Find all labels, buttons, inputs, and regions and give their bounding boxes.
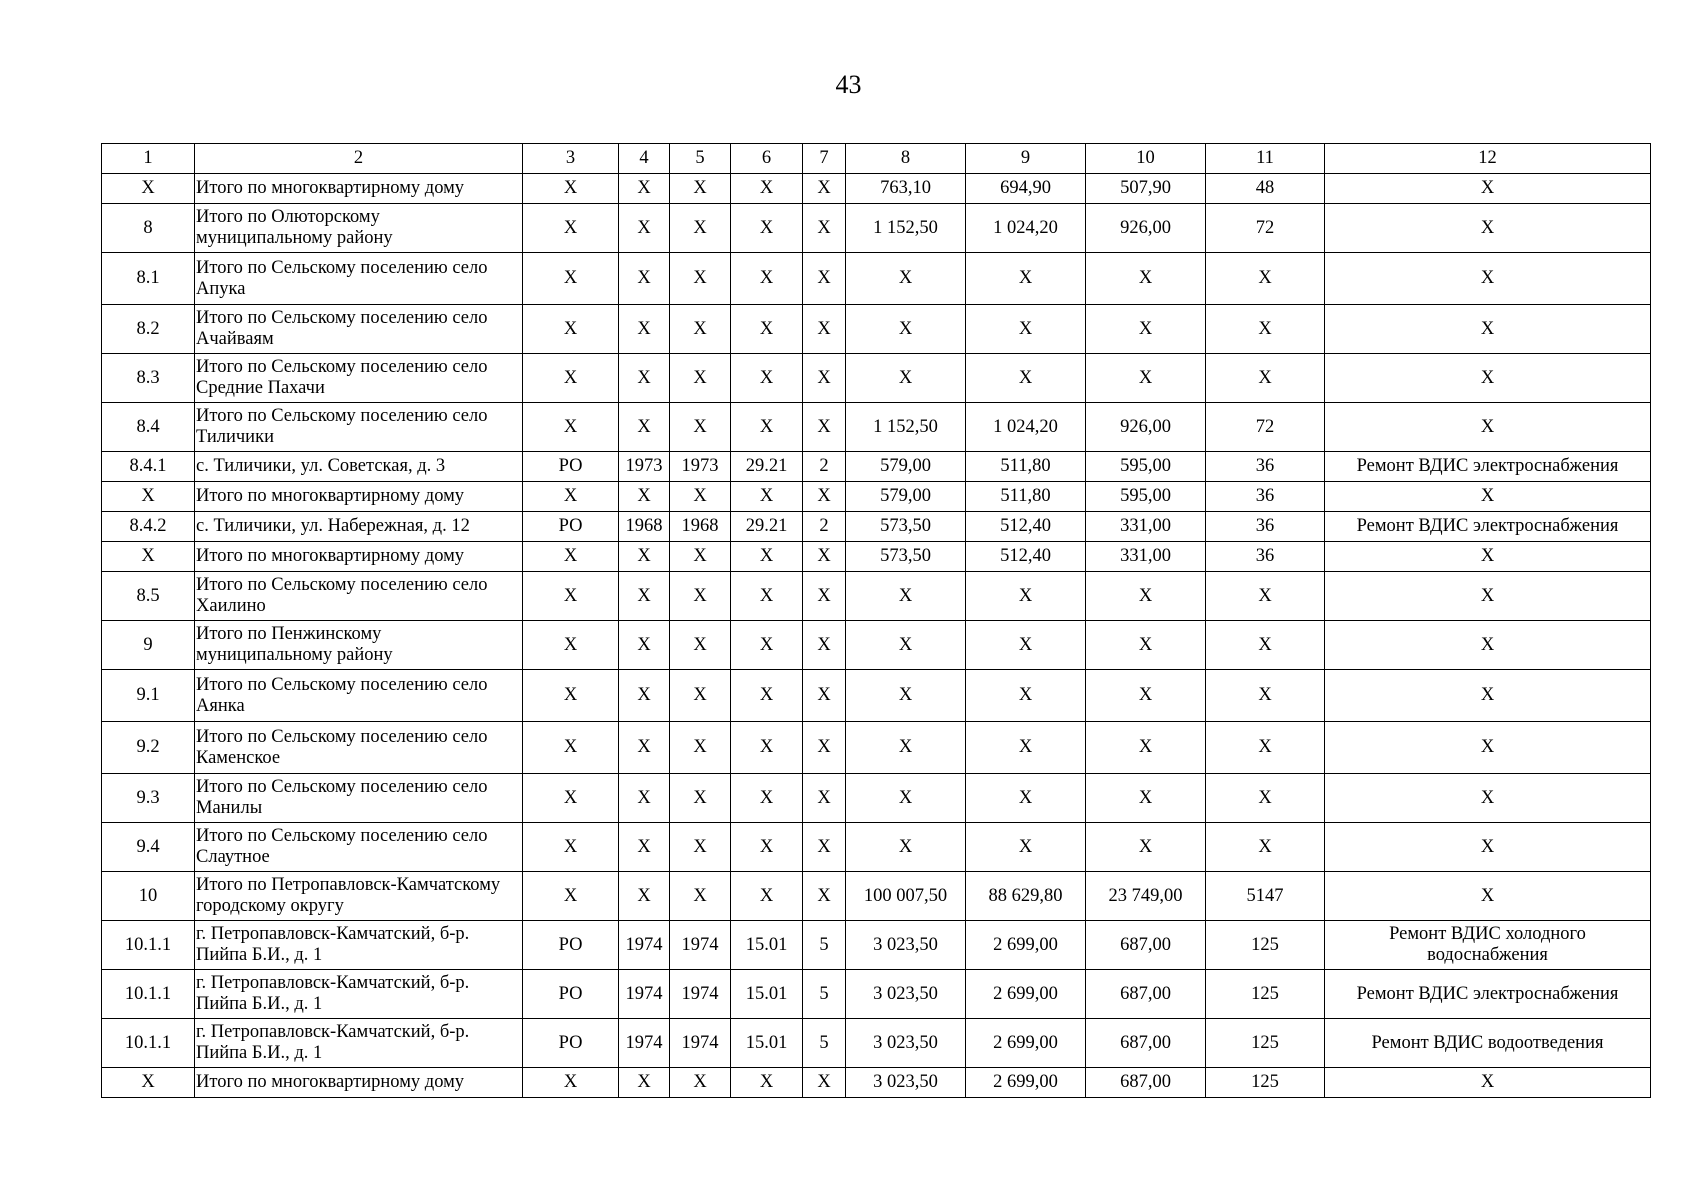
table-cell: X [803,482,846,512]
table-cell: X [846,823,966,872]
table-cell: 1 024,20 [966,403,1086,452]
table-body [102,174,1651,1098]
table-cell: 926,00 [1086,204,1206,253]
table-cell: 8.4 [102,403,195,452]
table-row [102,174,1651,204]
table-cell: Итого по многоквартирному дому [195,482,523,512]
table-cell: X [1325,204,1651,253]
table-cell: X [1325,621,1651,670]
column-header: 8 [846,144,966,174]
table-cell: 72 [1206,403,1325,452]
table-cell: 694,90 [966,174,1086,204]
table-cell: 10.1.1 [102,1019,195,1068]
table-cell: X [731,403,803,452]
table-cell: 125 [1206,970,1325,1019]
table-cell: 1974 [619,970,670,1019]
table-cell: Ремонт ВДИС электроснабжения [1325,512,1651,542]
table-cell: 29.21 [731,512,803,542]
table-cell: г. Петропавловск-Камчатский, б-р. Пийпа Б.И., д. 1 [195,970,523,1019]
table-cell: X [523,823,619,872]
table-cell: 331,00 [1086,542,1206,572]
table-cell: 23 749,00 [1086,872,1206,921]
table-cell: X [619,542,670,572]
table-cell: X [966,621,1086,670]
table-cell: 687,00 [1086,1019,1206,1068]
table-cell: 511,80 [966,452,1086,482]
table-cell: 1973 [670,452,731,482]
table-cell: X [846,722,966,774]
table-cell: X [523,253,619,305]
table-cell: X [803,572,846,621]
table-cell: X [670,542,731,572]
table-cell: 1974 [670,1019,731,1068]
table-cell: 512,40 [966,512,1086,542]
table-cell: X [619,253,670,305]
table-cell: X [803,174,846,204]
table-cell: X [1086,670,1206,722]
table-cell: 15.01 [731,1019,803,1068]
table-cell: X [670,305,731,354]
table-cell: Ремонт ВДИС холодного водоснабжения [1325,921,1651,970]
table-cell: X [803,253,846,305]
table-cell: X [1325,774,1651,823]
table-row [102,921,1651,970]
table-cell: 507,90 [1086,174,1206,204]
table-cell: X [523,621,619,670]
column-header: 12 [1325,144,1651,174]
table-cell: X [731,572,803,621]
table-cell: 9.1 [102,670,195,722]
table-cell: X [846,253,966,305]
table-row [102,670,1651,722]
table-cell: 5 [803,921,846,970]
table-cell: X [731,354,803,403]
table-cell: 595,00 [1086,482,1206,512]
table-cell: X [523,305,619,354]
table-cell: X [619,823,670,872]
table-cell: X [619,1068,670,1098]
table-cell: X [1206,572,1325,621]
table-cell: X [803,354,846,403]
table-cell: Итого по многоквартирному дому [195,1068,523,1098]
table-cell: X [803,403,846,452]
table-cell: 9 [102,621,195,670]
table-cell: X [523,354,619,403]
table-cell: 1968 [670,512,731,542]
table-cell: 5 [803,970,846,1019]
table-cell: X [1325,354,1651,403]
table-cell: X [731,482,803,512]
table-cell: 1973 [619,452,670,482]
table-cell: 48 [1206,174,1325,204]
table-cell: 687,00 [1086,970,1206,1019]
table-row [102,482,1651,512]
table-cell: 687,00 [1086,921,1206,970]
table-cell: X [619,482,670,512]
table-cell: X [1325,722,1651,774]
table-cell: 100 007,50 [846,872,966,921]
table-cell: X [523,174,619,204]
table-cell: Итого по Сельскому поселению село Апука [195,253,523,305]
table-cell: X [670,354,731,403]
table-cell: X [1325,670,1651,722]
table-cell: 1974 [619,921,670,970]
table-cell: 1974 [670,921,731,970]
table-cell: X [1206,823,1325,872]
table-cell: X [1206,253,1325,305]
table-cell: 10.1.1 [102,921,195,970]
table-cell: X [523,872,619,921]
table-cell: г. Петропавловск-Камчатский, б-р. Пийпа Б.И., д. 1 [195,1019,523,1068]
table-cell: 36 [1206,452,1325,482]
table-cell: X [619,403,670,452]
table-row [102,572,1651,621]
table-row [102,872,1651,921]
table-cell: Итого по Сельскому поселению село Манилы [195,774,523,823]
table-cell: 579,00 [846,482,966,512]
table-cell: X [670,872,731,921]
table-cell: X [670,774,731,823]
table-cell: X [619,872,670,921]
table-cell: X [1325,174,1651,204]
table-cell: 3 023,50 [846,921,966,970]
table-cell: 10.1.1 [102,970,195,1019]
table-cell: 9.4 [102,823,195,872]
table-cell: X [619,305,670,354]
table-cell: 8.3 [102,354,195,403]
table-cell: 3 023,50 [846,970,966,1019]
table-row [102,403,1651,452]
table-cell: X [1086,305,1206,354]
table-cell: X [1325,403,1651,452]
table-row [102,354,1651,403]
table-cell: 36 [1206,482,1325,512]
table-cell: X [1206,621,1325,670]
table-cell: X [1206,670,1325,722]
table-cell: 512,40 [966,542,1086,572]
table-row [102,1068,1651,1098]
table-cell: 8 [102,204,195,253]
table-cell: 36 [1206,542,1325,572]
table-cell: Итого по Сельскому поселению село Ачайваям [195,305,523,354]
table-cell: X [731,670,803,722]
table-cell: X [846,572,966,621]
table-cell: 3 023,50 [846,1068,966,1098]
table-cell: Итого по Сельскому поселению село Каменское [195,722,523,774]
column-header: 2 [195,144,523,174]
table-cell: 8.1 [102,253,195,305]
table-cell: 1974 [670,970,731,1019]
table-cell: Итого по Пенжинскому муниципальному району [195,621,523,670]
table-row [102,621,1651,670]
table-cell: 2 699,00 [966,921,1086,970]
table-cell: Итого по Сельскому поселению село Хаилино [195,572,523,621]
table-cell: X [523,542,619,572]
table-cell: 595,00 [1086,452,1206,482]
table-cell: X [523,670,619,722]
table-cell: X [670,253,731,305]
table-cell: Итого по Сельскому поселению село Тиличики [195,403,523,452]
column-header: 5 [670,144,731,174]
table-cell: X [523,774,619,823]
table-cell: Итого по Сельскому поселению село Слаутное [195,823,523,872]
table-cell: X [1086,572,1206,621]
table-cell: X [670,621,731,670]
table-cell: г. Петропавловск-Камчатский, б-р. Пийпа Б.И., д. 1 [195,921,523,970]
table-cell: 125 [1206,1019,1325,1068]
table-header-row [102,144,1651,174]
table-row [102,823,1651,872]
table-cell: X [619,354,670,403]
table-cell: 8.4.2 [102,512,195,542]
table-cell: 573,50 [846,512,966,542]
table-row [102,970,1651,1019]
table-cell: X [803,823,846,872]
table-cell: X [731,823,803,872]
table-cell: X [619,670,670,722]
table-cell: X [102,1068,195,1098]
table-cell: X [803,670,846,722]
table-cell: 2 699,00 [966,1068,1086,1098]
table-cell: X [846,774,966,823]
table-cell: Ремонт ВДИС электроснабжения [1325,970,1651,1019]
table-cell: с. Тиличики, ул. Набережная, д. 12 [195,512,523,542]
table-cell: 72 [1206,204,1325,253]
table-cell: 1 152,50 [846,204,966,253]
table-cell: Итого по Сельскому поселению село Аянка [195,670,523,722]
table-cell: X [1086,354,1206,403]
table-cell: 2 699,00 [966,1019,1086,1068]
table-cell: X [803,305,846,354]
table-cell: X [102,482,195,512]
table-cell: X [966,572,1086,621]
table-cell: 29.21 [731,452,803,482]
table-cell: Итого по Петропавловск-Камчатскому городскому округу [195,872,523,921]
table-cell: 15.01 [731,970,803,1019]
table-cell: X [731,722,803,774]
table-cell: X [102,174,195,204]
table-cell: X [731,1068,803,1098]
table-cell: Итого по Олюторскому муниципальному району [195,204,523,253]
table-cell: X [1206,774,1325,823]
table-cell: Ремонт ВДИС водоотведения [1325,1019,1651,1068]
table-cell: X [619,204,670,253]
table-cell: X [670,572,731,621]
table-cell: X [619,572,670,621]
table-cell: X [670,482,731,512]
table-cell: X [1325,542,1651,572]
table-cell: 36 [1206,512,1325,542]
table-cell: X [1086,722,1206,774]
table-cell: 8.5 [102,572,195,621]
table-row [102,204,1651,253]
table-row [102,1019,1651,1068]
column-header: 6 [731,144,803,174]
table-cell: 2 699,00 [966,970,1086,1019]
table-cell: 1 152,50 [846,403,966,452]
table-cell: X [846,354,966,403]
table-cell: с. Тиличики, ул. Советская, д. 3 [195,452,523,482]
table-cell: 9.2 [102,722,195,774]
table-cell: X [523,482,619,512]
table-cell: X [1325,482,1651,512]
column-header: 9 [966,144,1086,174]
table-cell: X [523,204,619,253]
table-cell: 125 [1206,1068,1325,1098]
table-cell: X [1206,305,1325,354]
table-cell: X [619,722,670,774]
table-cell: X [966,253,1086,305]
column-header: 4 [619,144,670,174]
page-number: 43 [835,70,862,99]
table-cell: X [1325,872,1651,921]
table-cell: X [1325,572,1651,621]
table-cell: X [523,1068,619,1098]
table-cell: X [846,670,966,722]
table-cell: 2 [803,512,846,542]
table-cell: X [966,305,1086,354]
column-header: 3 [523,144,619,174]
table-cell: X [102,542,195,572]
table-cell: X [1206,722,1325,774]
table-cell: X [670,174,731,204]
data-table [101,143,1651,1098]
table-cell: X [966,823,1086,872]
table-cell: X [1086,621,1206,670]
table-cell: X [1086,823,1206,872]
table-cell: 687,00 [1086,1068,1206,1098]
table-cell: X [1325,823,1651,872]
table-cell: 573,50 [846,542,966,572]
table-cell: X [731,174,803,204]
table-cell: X [1325,253,1651,305]
table-cell: 3 023,50 [846,1019,966,1068]
table-cell: 8.4.1 [102,452,195,482]
table-cell: X [731,621,803,670]
table-cell: 331,00 [1086,512,1206,542]
column-header: 10 [1086,144,1206,174]
table-cell: X [966,670,1086,722]
table-cell: X [731,305,803,354]
column-header: 11 [1206,144,1325,174]
table-cell: X [803,1068,846,1098]
table-cell: X [523,572,619,621]
table-cell: X [1086,774,1206,823]
table-cell: Итого по многоквартирному дому [195,174,523,204]
table-cell: X [846,305,966,354]
table-row [102,253,1651,305]
table-cell: 511,80 [966,482,1086,512]
table-cell: 88 629,80 [966,872,1086,921]
table-cell: X [731,253,803,305]
table-cell: X [670,403,731,452]
table-cell: 763,10 [846,174,966,204]
table-row [102,452,1651,482]
table-cell: 8.2 [102,305,195,354]
table-cell: X [966,722,1086,774]
table-cell: 1974 [619,1019,670,1068]
table-cell: X [1086,253,1206,305]
table-cell: X [846,621,966,670]
column-header: 7 [803,144,846,174]
table-cell: X [731,872,803,921]
table-cell: X [966,774,1086,823]
table-row [102,542,1651,572]
table-cell: 125 [1206,921,1325,970]
table-cell: X [1206,354,1325,403]
table-row [102,512,1651,542]
table-cell: X [803,774,846,823]
table-cell: X [803,621,846,670]
table-cell: X [670,823,731,872]
table-cell: 2 [803,452,846,482]
table-cell: X [523,403,619,452]
table-cell: 1968 [619,512,670,542]
table-cell: Итого по многоквартирному дому [195,542,523,572]
table-cell: X [731,774,803,823]
table-cell: X [1325,305,1651,354]
table-row [102,774,1651,823]
table-cell: 579,00 [846,452,966,482]
table-cell: X [803,722,846,774]
column-header: 1 [102,144,195,174]
table-cell: X [619,774,670,823]
table-cell: X [670,722,731,774]
table-cell: Ремонт ВДИС электроснабжения [1325,452,1651,482]
table-cell: 15.01 [731,921,803,970]
table-cell: РО [523,970,619,1019]
table-cell: 10 [102,872,195,921]
table-cell: 926,00 [1086,403,1206,452]
table-cell: X [803,542,846,572]
table-cell: X [731,542,803,572]
table-cell: 1 024,20 [966,204,1086,253]
table-cell: X [1325,1068,1651,1098]
table-cell: X [803,872,846,921]
table-cell: X [619,621,670,670]
table-cell: X [670,1068,731,1098]
table-cell: X [966,354,1086,403]
table-cell: X [803,204,846,253]
table-cell: X [523,722,619,774]
table-cell: X [731,204,803,253]
table-cell: РО [523,1019,619,1068]
table-row [102,722,1651,774]
table-cell: РО [523,452,619,482]
table-cell: Итого по Сельскому поселению село Средние Пахачи [195,354,523,403]
table-cell: X [619,174,670,204]
table-cell: X [670,670,731,722]
table-cell: 9.3 [102,774,195,823]
table-cell: РО [523,921,619,970]
table-cell: X [670,204,731,253]
table-cell: РО [523,512,619,542]
table-row [102,305,1651,354]
table-cell: 5 [803,1019,846,1068]
table-cell: 5147 [1206,872,1325,921]
